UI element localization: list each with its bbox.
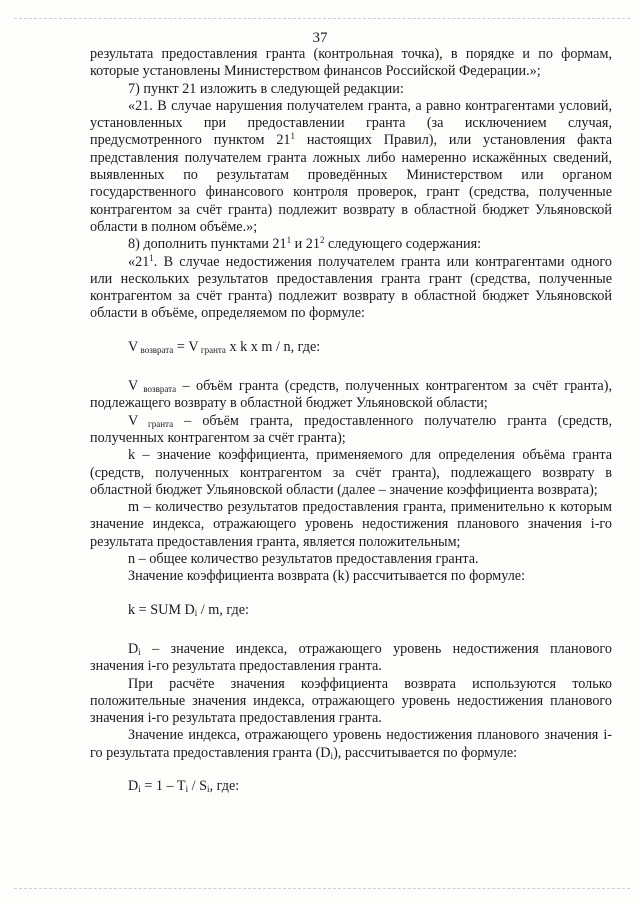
definition-m: m – количество результатов предоставления гранта, применительно к которым значение индекса, отражающего уровень недостижения планового значения i-го результата предоставления гранта, является положительным; [90, 499, 612, 550]
formula-v-return: V $_{возврата}$ = V $_{гранта}$ x k x m / n, где: [128, 338, 321, 355]
document-body [90, 46, 612, 817]
paragraph-item-8: 8) дополнить пунктами $21^1$ и $21^2$ следующего содержания: [128, 235, 482, 253]
formula-d-i: $D_i = 1 - T_i / S_i$, где: [128, 777, 240, 794]
scan-border-bottom [14, 888, 630, 889]
formula-k: k = SUM $D_i$ / m, где: [128, 601, 249, 618]
definition-v-grant: V $_{гранта}$ – объём гранта, предоставленного получателю гранта (средств, полученных контрагентом за счёт гранта); [90, 412, 612, 446]
scan-border-top [14, 18, 630, 19]
definition-d-i: $D_i$ – значение индекса, отражающего уровень недостижения планового значения i-го результата предоставления гранта. [90, 640, 612, 675]
paragraph-item-7: 7) пункт 21 изложить в следующей редакции: [128, 80, 404, 97]
paragraph-clause-21: «21. В случае нарушения получателем гранта, а равно контрагентами условий, установленных при предоставлении гранта (за исключением случая, предусмотренного пунктом $21^1$ настоящих Правил), или установления факта представления получателем гранта ложных либо намеренно искажённых сведений, выявленных по результатам проведённых Министерством или органом государственного финансового контроля проверок, грант (средства, полученные контрагентом за счёт гранта) подлежит возврату в областной бюджет Ульяновской области в полном объёме.»; [90, 97, 612, 235]
definition-n: n – общее количество результатов предоставления гранта. [128, 551, 479, 568]
paragraph-clause-21-1: «$21^1$. В случае недостижения получателем гранта или контрагентами одного или нескольких результатов предоставления гранта грант (средства, полученные контрагентом за счёт гранта) подлежит возврату в областной бюджет Ульяновской области в объёме, определяемом по формуле: [90, 252, 612, 322]
definition-v-return: V $_{возврата}$ – объём гранта (средств, полученных контрагентом за счёт гранта), подлежащего возврату в областной бюджет Ульяновской области; [90, 378, 612, 412]
paragraph-continuation: результата предоставления гранта (контрольная точка), в порядке и по формам, которые установлены Министерством финансов Российской Федерации.»; [90, 46, 612, 80]
page-number: 37 [312, 30, 328, 46]
definition-k: k – значение коэффициента, применяемого для определения объёма гранта (средств, полученных контрагентом за счёт гранта), подлежащего возврату в областной бюджет Ульяновской области (далее – значение коэффициента возврата); [90, 447, 612, 498]
paragraph-d-i-formula-intro: Значение индекса, отражающего уровень недостижения планового значения i-го результата предоставления гранта $(D_i)$, рассчитывается по формуле: [90, 727, 612, 761]
paragraph-positive-values: При расчёте значения коэффициента возврата используются только положительные значения индекса, отражающего уровень недостижения планового значения i-го результата предоставления гранта. [90, 675, 612, 727]
paragraph-k-formula-intro: Значение коэффициента возврата (k) рассчитывается по формуле: [128, 568, 526, 585]
